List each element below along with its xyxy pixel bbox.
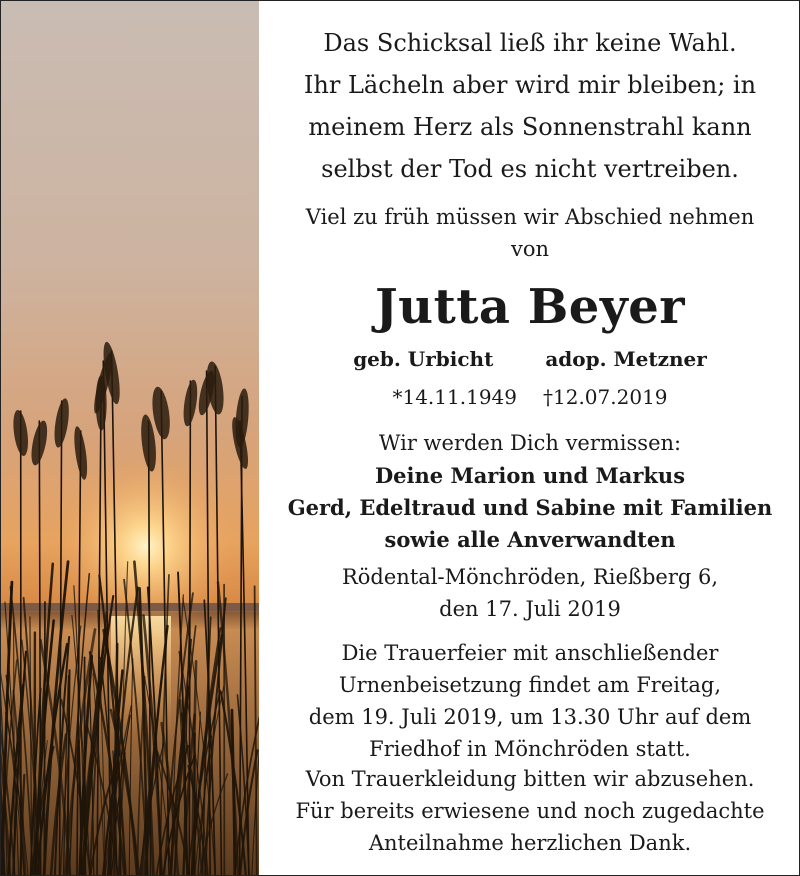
deceased-name: Jutta Beyer bbox=[374, 279, 686, 335]
funeral-info-line: Urnenbeisetzung findet am Freitag, bbox=[338, 673, 722, 697]
farewell-line: von bbox=[510, 237, 550, 261]
names-row bbox=[267, 347, 793, 371]
mourners-intro: Wir werden Dich vermissen: bbox=[378, 431, 682, 455]
funeral-info-line: Die Trauerfeier mit anschließender bbox=[341, 641, 719, 665]
death-date: †12.07.2019 bbox=[543, 385, 668, 409]
poem-line: Ihr Lächeln aber wird mir bleiben; in bbox=[303, 71, 757, 99]
funeral-info-line: Anteilnahme herzlichen Dank. bbox=[368, 831, 692, 855]
poem-line: meinem Herz als Sonnenstrahl kann bbox=[308, 113, 752, 141]
mourner-line: Deine Marion und Markus bbox=[374, 463, 686, 488]
mourner-line: Gerd, Edeltraud und Sabine mit Familien bbox=[287, 495, 773, 520]
poem-line: Das Schicksal ließ ihr keine Wahl. bbox=[323, 29, 737, 57]
adoptive-name: adop. Metzner bbox=[545, 347, 707, 371]
poem-line: selbst der Tod es nicht vertreiben. bbox=[321, 155, 739, 183]
birth-name: geb. Urbicht bbox=[353, 347, 494, 371]
sunset-reeds-photo bbox=[1, 1, 259, 875]
funeral-info-line: Von Trauerkleidung bitten wir abzusehen. bbox=[305, 767, 755, 791]
funeral-info-line: Friedhof in Mönchröden statt. bbox=[369, 737, 691, 761]
place-line: Rödental-Mönchröden, Rießberg 6, bbox=[341, 565, 719, 589]
birth-date: *14.11.1949 bbox=[392, 385, 517, 409]
farewell-line: Viel zu früh müssen wir Abschied nehmen bbox=[305, 205, 755, 229]
funeral-info-line: Für bereits erwiesene und noch zugedachte bbox=[295, 799, 765, 823]
mourner-line: sowie alle Anverwandten bbox=[384, 527, 676, 552]
date-line: den 17. Juli 2019 bbox=[439, 597, 621, 621]
funeral-info-line: dem 19. Juli 2019, um 13.30 Uhr auf dem bbox=[308, 705, 752, 729]
dates-row bbox=[267, 385, 793, 409]
